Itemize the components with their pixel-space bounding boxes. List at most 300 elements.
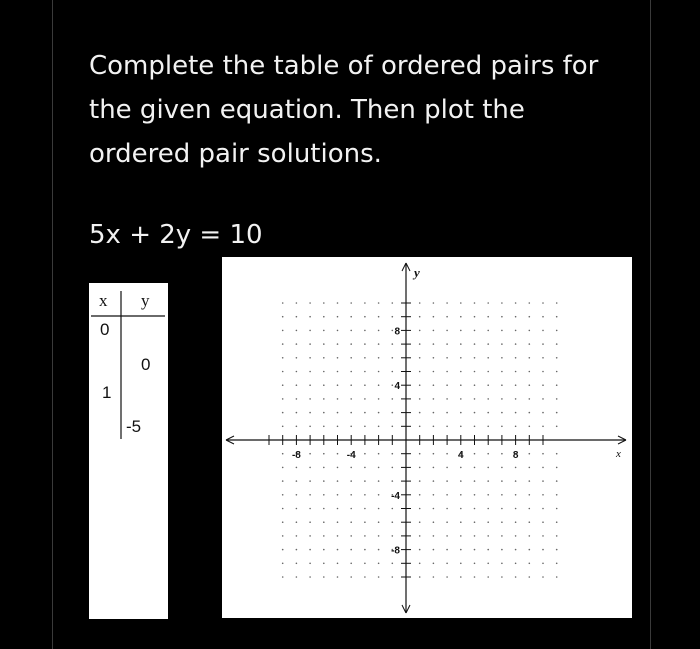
grid-dot bbox=[515, 343, 517, 345]
grid-dot bbox=[296, 467, 298, 469]
grid-dot bbox=[556, 384, 558, 386]
grid-dot bbox=[419, 563, 421, 565]
grid-dot bbox=[350, 480, 352, 482]
grid-dot bbox=[474, 330, 476, 332]
grid-dot bbox=[529, 384, 531, 386]
grid-dot bbox=[337, 453, 339, 455]
grid-dot bbox=[364, 357, 366, 359]
grid-dot bbox=[474, 302, 476, 304]
grid-dot bbox=[323, 412, 325, 414]
grid-dot bbox=[309, 302, 311, 304]
grid-dot bbox=[296, 330, 298, 332]
grid-dot bbox=[460, 508, 462, 510]
grid-dot bbox=[350, 467, 352, 469]
grid-dot bbox=[337, 508, 339, 510]
grid-dot bbox=[419, 357, 421, 359]
grid-dot bbox=[446, 384, 448, 386]
grid-dot bbox=[474, 535, 476, 537]
grid-dot bbox=[392, 302, 394, 304]
grid-dot bbox=[515, 563, 517, 565]
equation-text: 5x + 2y = 10 bbox=[89, 220, 263, 250]
grid-dot bbox=[474, 494, 476, 496]
grid-dot bbox=[392, 384, 394, 386]
grid-dot bbox=[501, 398, 503, 400]
grid-dot bbox=[419, 398, 421, 400]
grid-dot bbox=[460, 576, 462, 578]
grid-dot bbox=[296, 371, 298, 373]
grid-dot bbox=[309, 521, 311, 523]
grid-dot bbox=[556, 357, 558, 359]
grid-dot bbox=[529, 549, 531, 551]
grid-dot bbox=[296, 549, 298, 551]
grid-dot bbox=[556, 467, 558, 469]
grid-dot bbox=[487, 467, 489, 469]
grid-dot bbox=[282, 521, 284, 523]
grid-dot bbox=[529, 453, 531, 455]
grid-dot bbox=[433, 384, 435, 386]
grid-dot bbox=[529, 343, 531, 345]
grid-dot bbox=[542, 535, 544, 537]
grid-dot bbox=[446, 494, 448, 496]
grid-dot bbox=[474, 357, 476, 359]
table-header-x: x bbox=[99, 291, 108, 310]
grid-dot bbox=[419, 330, 421, 332]
grid-dot bbox=[296, 480, 298, 482]
grid-dot bbox=[337, 412, 339, 414]
grid-dot bbox=[474, 508, 476, 510]
grid-dot bbox=[392, 521, 394, 523]
grid-dot bbox=[364, 563, 366, 565]
x-tick-label: -8 bbox=[291, 450, 301, 461]
grid-dot bbox=[392, 563, 394, 565]
grid-dot bbox=[474, 384, 476, 386]
grid-dot bbox=[433, 535, 435, 537]
grid-dot bbox=[501, 521, 503, 523]
grid-dot bbox=[542, 453, 544, 455]
grid-dot bbox=[433, 453, 435, 455]
grid-dot bbox=[515, 357, 517, 359]
grid-dot bbox=[515, 316, 517, 318]
grid-dot bbox=[337, 494, 339, 496]
grid-dot bbox=[282, 371, 284, 373]
grid-dot bbox=[282, 508, 284, 510]
grid-dot bbox=[419, 302, 421, 304]
grid-dot bbox=[446, 563, 448, 565]
grid-dot bbox=[282, 357, 284, 359]
grid-dot bbox=[419, 453, 421, 455]
grid-dot bbox=[515, 302, 517, 304]
grid-dot bbox=[446, 302, 448, 304]
grid-dot bbox=[460, 302, 462, 304]
grid-dot bbox=[323, 494, 325, 496]
grid-dot bbox=[364, 302, 366, 304]
grid-dot bbox=[378, 426, 380, 428]
grid-dot bbox=[296, 357, 298, 359]
grid-dot bbox=[515, 480, 517, 482]
grid-dot bbox=[474, 398, 476, 400]
grid-dot bbox=[474, 343, 476, 345]
grid-dot bbox=[323, 357, 325, 359]
grid-dot bbox=[419, 384, 421, 386]
x-tick-label: 8 bbox=[512, 450, 519, 461]
grid-dot bbox=[364, 549, 366, 551]
grid-dot bbox=[323, 371, 325, 373]
grid-dot bbox=[542, 508, 544, 510]
grid-dot bbox=[529, 494, 531, 496]
grid-dot bbox=[337, 535, 339, 537]
grid-dot bbox=[378, 467, 380, 469]
grid-dot bbox=[433, 316, 435, 318]
grid-dot bbox=[392, 480, 394, 482]
grid-dot bbox=[350, 576, 352, 578]
grid-dot bbox=[446, 398, 448, 400]
grid-dot bbox=[460, 426, 462, 428]
grid-dot bbox=[337, 302, 339, 304]
grid-dot bbox=[364, 480, 366, 482]
grid-dot bbox=[350, 563, 352, 565]
grid-dot bbox=[542, 302, 544, 304]
grid-dot bbox=[556, 494, 558, 496]
grid-dot bbox=[460, 412, 462, 414]
grid-dot bbox=[433, 330, 435, 332]
grid-dot bbox=[364, 494, 366, 496]
grid-dot bbox=[378, 357, 380, 359]
grid-dot bbox=[296, 302, 298, 304]
grid-dot bbox=[556, 316, 558, 318]
grid-dot bbox=[392, 576, 394, 578]
grid-dot bbox=[487, 453, 489, 455]
grid-dot bbox=[433, 398, 435, 400]
grid-dot bbox=[364, 384, 366, 386]
grid-dot bbox=[392, 535, 394, 537]
grid-dot bbox=[501, 563, 503, 565]
grid-dot bbox=[446, 330, 448, 332]
grid-dot bbox=[364, 426, 366, 428]
grid-dot bbox=[487, 398, 489, 400]
grid-dot bbox=[487, 494, 489, 496]
grid-dot bbox=[501, 330, 503, 332]
grid-dot bbox=[296, 535, 298, 537]
grid-dot bbox=[309, 316, 311, 318]
grid-dot bbox=[323, 426, 325, 428]
grid-dot bbox=[529, 302, 531, 304]
grid-dot bbox=[556, 330, 558, 332]
grid-dot bbox=[282, 384, 284, 386]
grid-dot bbox=[515, 508, 517, 510]
y-tick-label: 8 bbox=[394, 326, 400, 338]
grid-dot bbox=[460, 494, 462, 496]
grid-dot bbox=[556, 412, 558, 414]
grid-dot bbox=[378, 576, 380, 578]
grid-dot bbox=[556, 508, 558, 510]
grid-dot bbox=[474, 453, 476, 455]
grid-dot bbox=[337, 563, 339, 565]
grid-dot bbox=[323, 398, 325, 400]
grid-dot bbox=[433, 494, 435, 496]
table-header-y: y bbox=[141, 291, 150, 310]
grid-dot bbox=[337, 371, 339, 373]
y-tick-label: -8 bbox=[391, 545, 400, 557]
grid-dot bbox=[350, 330, 352, 332]
grid-dot bbox=[542, 398, 544, 400]
grid-dot bbox=[501, 576, 503, 578]
grid-dot bbox=[529, 371, 531, 373]
grid-dot bbox=[323, 480, 325, 482]
coordinate-grid[interactable] bbox=[222, 257, 632, 618]
grid-svg[interactable] bbox=[222, 257, 632, 618]
grid-dot bbox=[364, 576, 366, 578]
grid-dot bbox=[296, 343, 298, 345]
grid-dot bbox=[350, 316, 352, 318]
grid-dot bbox=[392, 371, 394, 373]
grid-dot bbox=[364, 467, 366, 469]
grid-dot bbox=[378, 343, 380, 345]
grid-dot bbox=[446, 549, 448, 551]
grid-dot bbox=[364, 343, 366, 345]
grid-dot bbox=[556, 549, 558, 551]
grid-dot bbox=[309, 343, 311, 345]
table-cell-y-3: -5 bbox=[126, 417, 142, 436]
grid-dot bbox=[474, 563, 476, 565]
grid-dot bbox=[296, 508, 298, 510]
grid-dot bbox=[282, 302, 284, 304]
grid-dot bbox=[556, 302, 558, 304]
grid-dot bbox=[446, 371, 448, 373]
grid-dot bbox=[323, 563, 325, 565]
grid-dot bbox=[323, 508, 325, 510]
grid-dot bbox=[378, 330, 380, 332]
grid-dot bbox=[556, 480, 558, 482]
grid-dot bbox=[433, 508, 435, 510]
table-cell-x-2: 1 bbox=[102, 383, 112, 402]
grid-dot bbox=[378, 521, 380, 523]
grid-dot bbox=[378, 535, 380, 537]
grid-dot bbox=[460, 398, 462, 400]
grid-dot bbox=[392, 453, 394, 455]
grid-dot bbox=[392, 357, 394, 359]
grid-dot bbox=[556, 398, 558, 400]
grid-dot bbox=[350, 343, 352, 345]
grid-dot bbox=[282, 576, 284, 578]
grid-dot bbox=[296, 384, 298, 386]
grid-dot bbox=[487, 343, 489, 345]
grid-dot bbox=[529, 426, 531, 428]
grid-dot bbox=[501, 302, 503, 304]
grid-dot bbox=[282, 563, 284, 565]
grid-dot bbox=[364, 508, 366, 510]
y-tick-label: 4 bbox=[394, 381, 400, 393]
grid-dot bbox=[350, 508, 352, 510]
grid-dot bbox=[296, 521, 298, 523]
table-cell-x-0: 0 bbox=[100, 320, 110, 339]
grid-dot bbox=[282, 480, 284, 482]
grid-dot bbox=[542, 316, 544, 318]
grid-dot bbox=[474, 371, 476, 373]
grid-dot bbox=[309, 412, 311, 414]
grid-dot bbox=[433, 426, 435, 428]
grid-dot bbox=[556, 576, 558, 578]
grid-dot bbox=[282, 535, 284, 537]
grid-dot bbox=[350, 302, 352, 304]
grid-dot bbox=[323, 302, 325, 304]
grid-dot bbox=[542, 426, 544, 428]
grid-dot bbox=[515, 384, 517, 386]
grid-dot bbox=[474, 576, 476, 578]
grid-dot bbox=[433, 549, 435, 551]
grid-dot bbox=[433, 480, 435, 482]
grid-dot bbox=[515, 330, 517, 332]
grid-dot bbox=[392, 467, 394, 469]
grid-dot bbox=[460, 384, 462, 386]
grid-dot bbox=[364, 316, 366, 318]
grid-dot bbox=[378, 549, 380, 551]
grid-dot bbox=[419, 535, 421, 537]
grid-dot bbox=[433, 467, 435, 469]
grid-dot bbox=[350, 412, 352, 414]
grid-dot bbox=[460, 343, 462, 345]
grid-dot bbox=[460, 316, 462, 318]
grid-dot bbox=[364, 398, 366, 400]
grid-dot bbox=[446, 576, 448, 578]
grid-dot bbox=[337, 467, 339, 469]
grid-dot bbox=[501, 467, 503, 469]
grid-dot bbox=[542, 384, 544, 386]
grid-dot bbox=[309, 426, 311, 428]
grid-dot bbox=[474, 412, 476, 414]
grid-dot bbox=[309, 357, 311, 359]
grid-dot bbox=[392, 316, 394, 318]
grid-dot bbox=[529, 563, 531, 565]
grid-dot bbox=[460, 535, 462, 537]
grid-dot bbox=[515, 576, 517, 578]
grid-dot bbox=[542, 412, 544, 414]
grid-dot bbox=[487, 371, 489, 373]
grid-dot bbox=[501, 494, 503, 496]
grid-dot bbox=[501, 508, 503, 510]
grid-dot bbox=[296, 398, 298, 400]
grid-dot bbox=[337, 357, 339, 359]
grid-dot bbox=[446, 453, 448, 455]
grid-dot bbox=[474, 426, 476, 428]
grid-dot bbox=[487, 330, 489, 332]
grid-dot bbox=[501, 357, 503, 359]
grid-dot bbox=[501, 371, 503, 373]
grid-dot bbox=[446, 521, 448, 523]
grid-dot bbox=[392, 412, 394, 414]
grid-dot bbox=[460, 371, 462, 373]
grid-dot bbox=[529, 316, 531, 318]
grid-dot bbox=[542, 480, 544, 482]
grid-dot bbox=[323, 576, 325, 578]
grid-dot bbox=[296, 412, 298, 414]
grid-dot bbox=[556, 453, 558, 455]
grid-dot bbox=[323, 521, 325, 523]
grid-dot bbox=[350, 535, 352, 537]
grid-dot bbox=[309, 508, 311, 510]
grid-dot bbox=[446, 357, 448, 359]
grid-dot bbox=[446, 535, 448, 537]
grid-dot bbox=[364, 521, 366, 523]
grid-dot bbox=[515, 467, 517, 469]
grid-dot bbox=[529, 357, 531, 359]
grid-dot bbox=[323, 343, 325, 345]
grid-dot bbox=[337, 330, 339, 332]
grid-dot bbox=[309, 453, 311, 455]
grid-dot bbox=[542, 357, 544, 359]
grid-dot bbox=[556, 426, 558, 428]
grid-dot bbox=[309, 535, 311, 537]
grid-dot bbox=[501, 480, 503, 482]
grid-dot bbox=[350, 371, 352, 373]
grid-dot bbox=[419, 508, 421, 510]
grid-dot bbox=[350, 426, 352, 428]
grid-dot bbox=[446, 426, 448, 428]
x-axis-label: x bbox=[616, 448, 621, 460]
grid-dot bbox=[309, 563, 311, 565]
grid-dot bbox=[419, 426, 421, 428]
grid-dot bbox=[323, 549, 325, 551]
grid-dot bbox=[529, 535, 531, 537]
grid-dot bbox=[337, 398, 339, 400]
grid-dot bbox=[433, 371, 435, 373]
grid-dot bbox=[364, 371, 366, 373]
grid-dot bbox=[501, 343, 503, 345]
grid-dot bbox=[309, 371, 311, 373]
grid-dot bbox=[487, 316, 489, 318]
grid-dot bbox=[529, 480, 531, 482]
grid-dot bbox=[515, 426, 517, 428]
grid-dot bbox=[337, 426, 339, 428]
grid-dot bbox=[556, 343, 558, 345]
grid-dot bbox=[460, 467, 462, 469]
grid-dot bbox=[419, 371, 421, 373]
grid-dot bbox=[364, 412, 366, 414]
grid-dot bbox=[350, 521, 352, 523]
grid-dot bbox=[433, 302, 435, 304]
grid-dot bbox=[323, 453, 325, 455]
grid-dot bbox=[378, 412, 380, 414]
grid-dot bbox=[515, 412, 517, 414]
grid-dot bbox=[487, 412, 489, 414]
grid-dot bbox=[282, 412, 284, 414]
grid-dot bbox=[487, 535, 489, 537]
grid-dot bbox=[501, 453, 503, 455]
grid-dot bbox=[556, 521, 558, 523]
grid-dot bbox=[337, 549, 339, 551]
grid-dot bbox=[309, 549, 311, 551]
grid-dot bbox=[433, 576, 435, 578]
grid-dot bbox=[542, 371, 544, 373]
grid-dot bbox=[378, 508, 380, 510]
grid-dot bbox=[487, 384, 489, 386]
grid-dot bbox=[446, 467, 448, 469]
grid-dot bbox=[337, 384, 339, 386]
grid-dot bbox=[378, 494, 380, 496]
grid-dot bbox=[309, 467, 311, 469]
grid-dot bbox=[282, 549, 284, 551]
grid-dot bbox=[487, 549, 489, 551]
grid-dot bbox=[515, 535, 517, 537]
grid-dot bbox=[337, 521, 339, 523]
grid-dot bbox=[378, 398, 380, 400]
grid-dot bbox=[419, 521, 421, 523]
grid-dot bbox=[529, 508, 531, 510]
grid-dot bbox=[282, 426, 284, 428]
grid-dot bbox=[556, 535, 558, 537]
instruction-text: Complete the table of ordered pairs for the given equation. Then plot the ordered pair solutions. bbox=[89, 51, 599, 169]
grid-dot bbox=[460, 480, 462, 482]
grid-dot bbox=[433, 357, 435, 359]
